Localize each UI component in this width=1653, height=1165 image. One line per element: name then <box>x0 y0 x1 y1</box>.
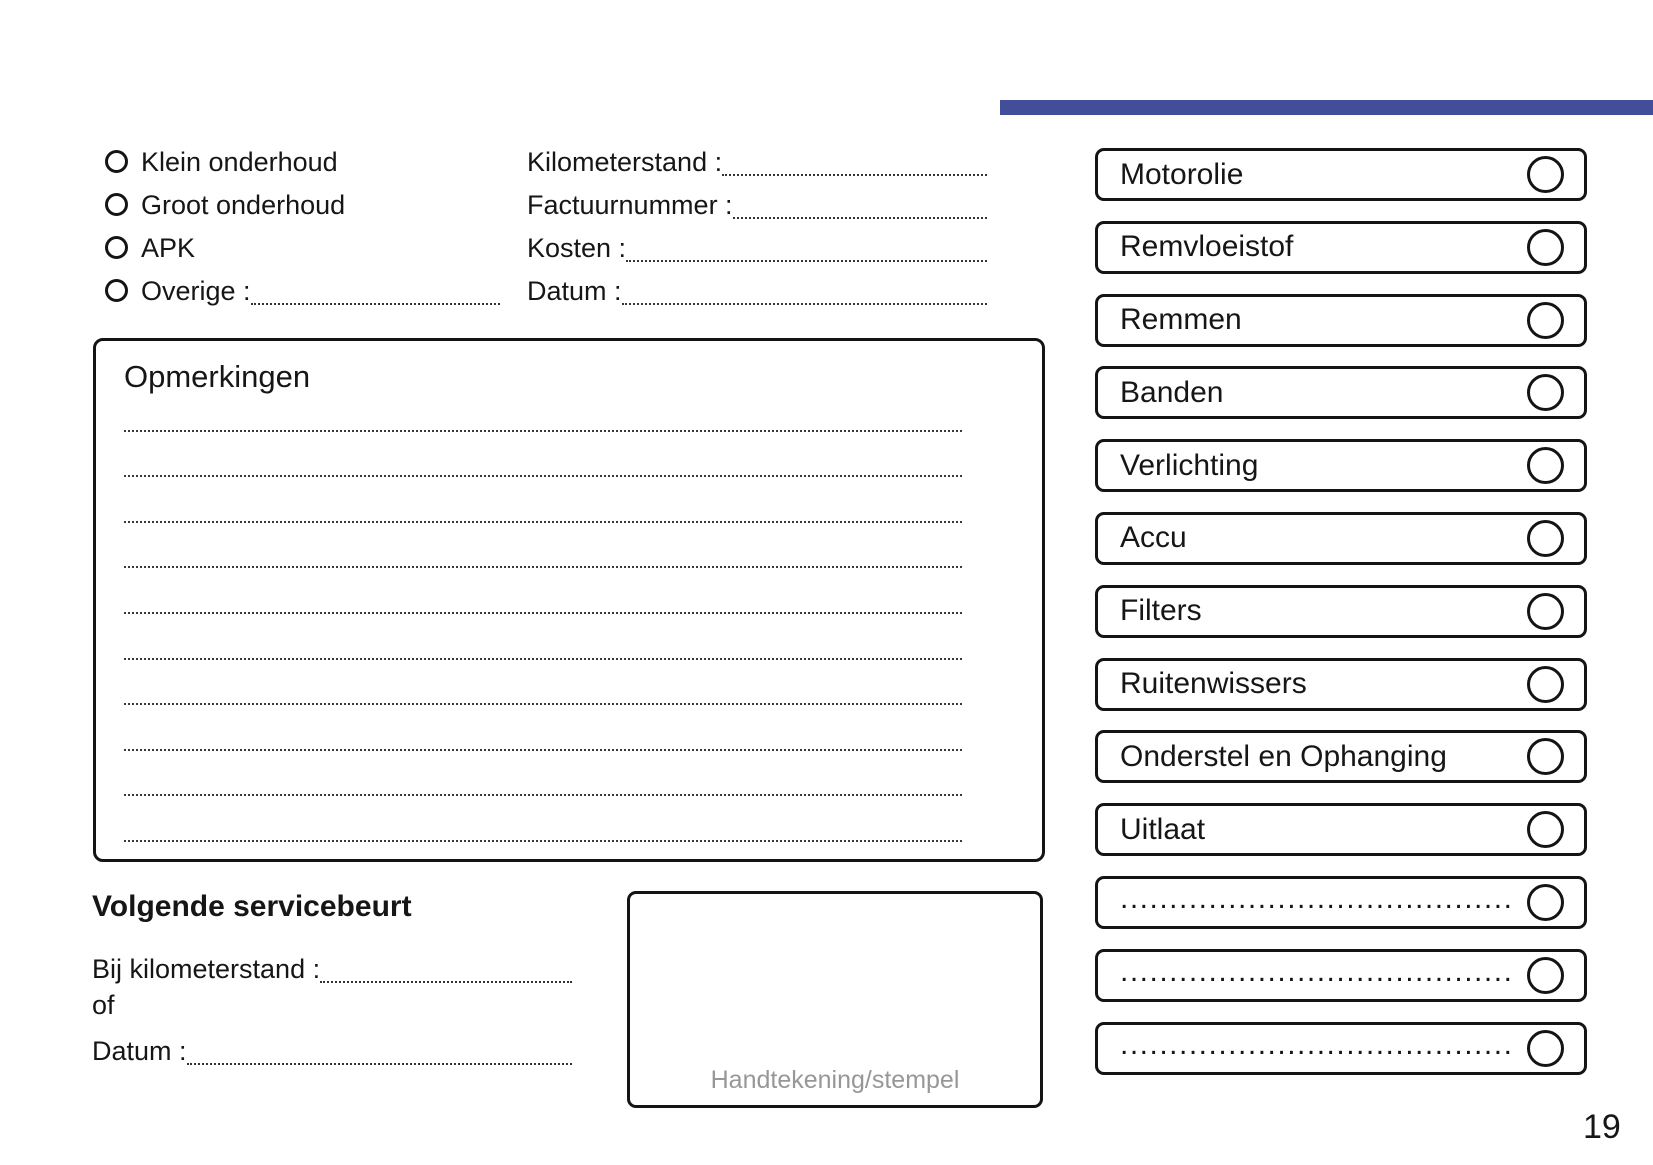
checklist-fill-in-label: ........................................ <box>1120 882 1514 916</box>
ruled-line <box>124 386 962 432</box>
checklist-item-label: Uitlaat <box>1120 812 1206 846</box>
checklist-fill-in-label: ........................................ <box>1120 1028 1514 1062</box>
service-option-label: Overige : <box>141 276 251 306</box>
ruled-line <box>124 796 962 842</box>
check-circle[interactable] <box>1527 374 1564 411</box>
service-option-row[interactable] <box>105 184 500 227</box>
ruled-line <box>124 477 962 523</box>
service-option-row[interactable] <box>105 270 500 313</box>
service-option-label: Groot onderhoud <box>141 190 346 220</box>
ruled-line <box>124 432 962 478</box>
invoice-field-label: Datum : <box>527 276 622 306</box>
checklist-item-label: Motorolie <box>1120 157 1244 191</box>
checklist-item[interactable] <box>1095 294 1587 347</box>
service-checklist <box>1095 148 1587 1075</box>
page-number: 19 <box>1583 1108 1621 1146</box>
checklist-item[interactable] <box>1095 1022 1587 1075</box>
check-circle[interactable] <box>1527 593 1564 630</box>
check-circle[interactable] <box>1527 520 1564 557</box>
fill-in-line[interactable] <box>187 1030 572 1065</box>
radio-circle[interactable] <box>105 193 128 216</box>
ruled-line <box>124 705 962 751</box>
next-service-or-label: of <box>92 990 115 1020</box>
radio-circle[interactable] <box>105 279 128 302</box>
checklist-item[interactable] <box>1095 512 1587 565</box>
invoice-fields <box>527 141 987 313</box>
radio-circle[interactable] <box>105 236 128 259</box>
next-service-km-label: Bij kilometerstand : <box>92 954 321 984</box>
check-circle[interactable] <box>1527 1030 1564 1067</box>
checklist-item-label: Ruitenwissers <box>1120 667 1307 701</box>
remarks-box <box>93 338 1045 862</box>
service-option-row[interactable] <box>105 227 500 270</box>
next-service-date-row <box>92 1030 572 1073</box>
invoice-field-label: Kosten : <box>527 233 627 263</box>
check-circle[interactable] <box>1527 666 1564 703</box>
service-type-options <box>105 141 500 313</box>
checklist-item[interactable] <box>1095 730 1587 783</box>
checklist-item-label: Banden <box>1120 375 1224 409</box>
checklist-item[interactable] <box>1095 803 1587 856</box>
next-service-km-row <box>92 948 572 991</box>
checklist-fill-in-label: ........................................ <box>1120 955 1514 989</box>
remarks-title: Opmerkingen <box>124 359 311 394</box>
service-option-label: Klein onderhoud <box>141 147 338 177</box>
fill-in-line[interactable] <box>722 141 987 176</box>
check-circle[interactable] <box>1527 884 1564 921</box>
checklist-item[interactable] <box>1095 876 1587 929</box>
next-service-date-label: Datum : <box>92 1036 187 1066</box>
checklist-item[interactable] <box>1095 585 1587 638</box>
checklist-item[interactable] <box>1095 949 1587 1002</box>
checklist-item[interactable] <box>1095 366 1587 419</box>
checklist-item-label: Remvloeistof <box>1120 230 1294 264</box>
fill-in-line[interactable] <box>320 948 572 983</box>
checklist-item-label: Filters <box>1120 594 1202 628</box>
check-circle[interactable] <box>1527 302 1564 339</box>
check-circle[interactable] <box>1527 229 1564 266</box>
next-service-title: Volgende servicebeurt <box>92 890 412 923</box>
invoice-field-row <box>527 141 987 184</box>
checklist-item-label: Accu <box>1120 521 1187 555</box>
check-circle[interactable] <box>1527 957 1564 994</box>
check-circle[interactable] <box>1527 738 1564 775</box>
ruled-line <box>124 568 962 614</box>
signature-label: Handtekening/stempel <box>710 1066 960 1094</box>
ruled-line <box>124 660 962 706</box>
remarks-lines <box>124 386 962 842</box>
fill-in-line[interactable] <box>251 270 500 305</box>
signature-box[interactable] <box>627 891 1043 1108</box>
invoice-field-row <box>527 184 987 227</box>
check-circle[interactable] <box>1527 156 1564 193</box>
checklist-item[interactable] <box>1095 439 1587 492</box>
ruled-line <box>124 523 962 569</box>
invoice-field-label: Factuurnummer : <box>527 190 733 220</box>
radio-circle[interactable] <box>105 150 128 173</box>
check-circle[interactable] <box>1527 811 1564 848</box>
accent-bar <box>1000 100 1653 115</box>
ruled-line <box>124 751 962 797</box>
fill-in-line[interactable] <box>622 270 987 305</box>
invoice-field-row <box>527 227 987 270</box>
check-circle[interactable] <box>1527 447 1564 484</box>
fill-in-line[interactable] <box>733 184 987 219</box>
service-option-label: APK <box>141 233 196 263</box>
checklist-item[interactable] <box>1095 148 1587 201</box>
checklist-item-label: Onderstel en Ophanging <box>1120 739 1447 773</box>
checklist-item[interactable] <box>1095 658 1587 711</box>
checklist-item-label: Verlichting <box>1120 448 1259 482</box>
invoice-field-label: Kilometerstand : <box>527 147 723 177</box>
invoice-field-row <box>527 270 987 313</box>
fill-in-line[interactable] <box>626 227 987 262</box>
ruled-line <box>124 614 962 660</box>
checklist-item[interactable] <box>1095 221 1587 274</box>
checklist-item-label: Remmen <box>1120 303 1242 337</box>
service-option-row[interactable] <box>105 141 500 184</box>
